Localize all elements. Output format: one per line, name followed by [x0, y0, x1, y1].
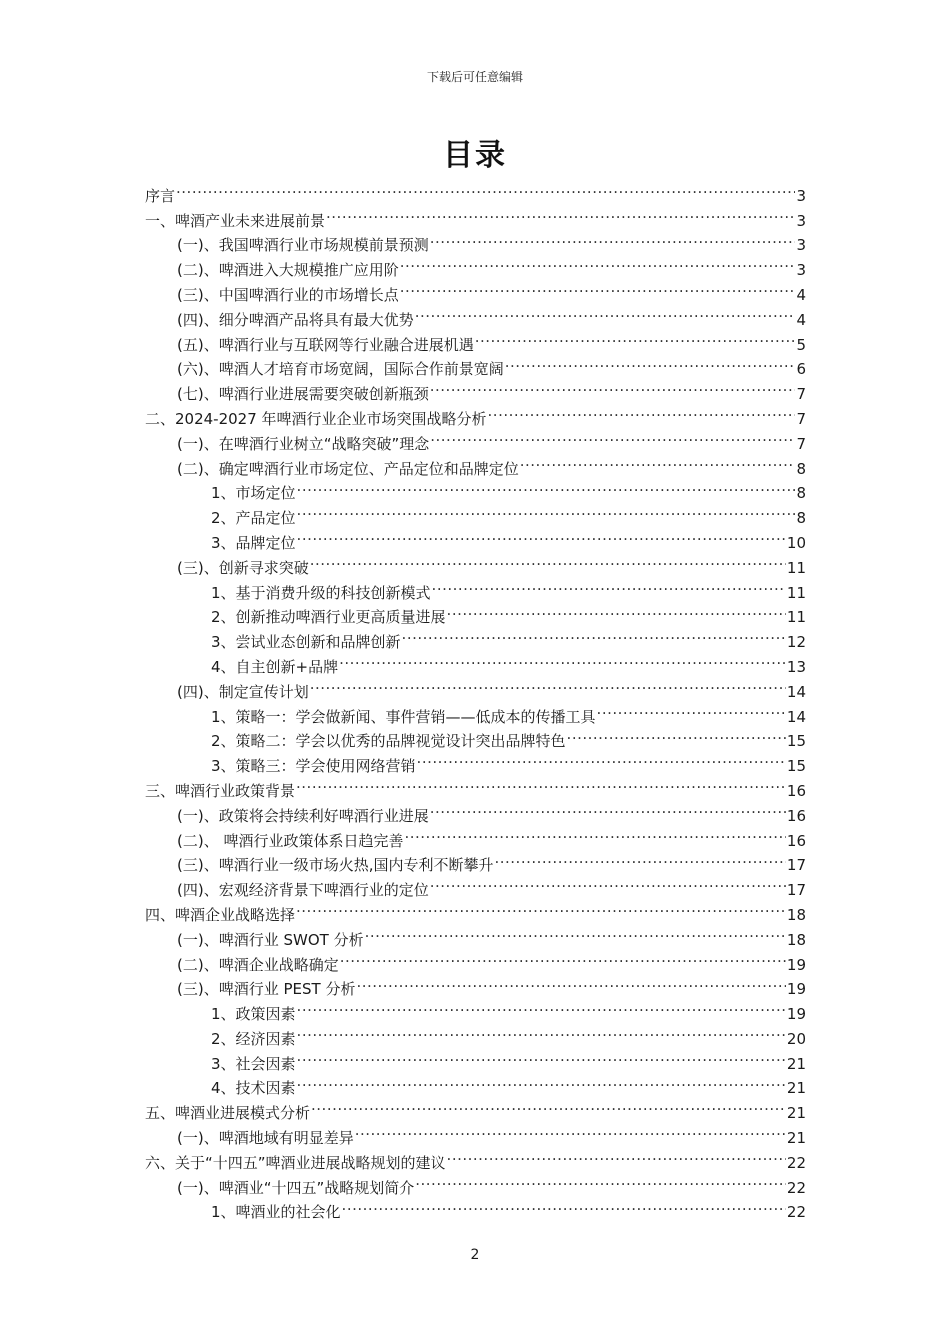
toc-entry-text: 2、策略二：学会以优秀的品牌视觉设计突出品牌特色 [211, 732, 566, 751]
toc-entry-page: 18 [786, 930, 806, 949]
toc-entry-text: (四)、细分啤酒产品将具有最大优势 [177, 310, 414, 329]
toc-entry-text: 3、策略三：学会使用网络营销 [211, 757, 416, 776]
toc-entry-text: (四)、制定宣传计划 [177, 682, 309, 701]
page-number: 2 [470, 1247, 480, 1263]
toc-dot-leader [415, 300, 796, 325]
toc-entry-page: 14 [786, 682, 806, 701]
toc-entry-text: (一)、在啤酒行业树立“战略突破”理念 [177, 434, 430, 453]
toc-entry-text: 1、基于消费升级的科技创新模式 [211, 583, 431, 602]
toc-dot-leader [447, 598, 786, 623]
toc-entry-text: 2、经济因素 [211, 1029, 296, 1048]
toc-dot-leader [297, 523, 786, 548]
toc-entry[interactable] [145, 176, 806, 205]
toc-entry-text: (一)、啤酒行业 SWOT 分析 [177, 930, 364, 949]
toc-dot-leader [520, 449, 796, 474]
toc-entry-text: (二)、啤酒进入大规模推广应用阶 [177, 261, 399, 280]
toc-entry-page: 7 [796, 385, 806, 404]
toc-dot-leader [488, 399, 796, 424]
toc-entry-page: 8 [796, 459, 806, 478]
toc-dot-leader [365, 920, 786, 945]
toc-entry-page: 8 [796, 509, 806, 528]
toc-entry-page: 17 [786, 856, 806, 875]
toc-entry-page: 22 [786, 1203, 806, 1222]
toc-entry-page: 3 [796, 211, 806, 230]
toc-entry-text: 一、啤酒产业未来进展前景 [145, 211, 326, 230]
toc-entry-text: (三)、创新寻求突破 [177, 558, 309, 577]
toc-dot-leader [297, 1069, 786, 1094]
toc-entry-text: (四)、宏观经济背景下啤酒行业的定位 [177, 881, 429, 900]
toc-entry-page: 17 [786, 881, 806, 900]
toc-dot-leader [326, 201, 795, 226]
toc-dot-leader [430, 374, 796, 399]
toc-entry-text: (五)、啤酒行业与互联网等行业融合进展机遇 [177, 335, 474, 354]
toc-entry-page: 7 [796, 409, 806, 428]
toc-entry-text: (七)、啤酒行业进展需要突破创新瓶颈 [177, 385, 429, 404]
toc-dot-leader [415, 1168, 786, 1193]
toc-entry-page: 22 [786, 1178, 806, 1197]
toc-entry-text: (三)、中国啤酒行业的市场增长点 [177, 285, 399, 304]
toc-entry-text: (二)、啤酒企业战略确定 [177, 955, 339, 974]
toc-entry-text: (一)、我国啤酒行业市场规模前景预测 [177, 236, 429, 255]
toc-entry-page: 7 [796, 434, 806, 453]
toc-dot-leader [310, 672, 786, 697]
toc-dot-leader [296, 895, 786, 920]
toc-entry-text: 1、市场定位 [211, 484, 296, 503]
header-note: 下载后可任意编辑 [426, 70, 523, 84]
toc-entry-text: (六)、啤酒人才培育市场宽阔，国际合作前景宽阔 [177, 360, 504, 379]
toc-entry-text: 六、关于“十四五”啤酒业进展战略规划的建议 [145, 1153, 446, 1172]
toc-dot-leader [297, 994, 786, 1019]
toc-dot-leader [404, 821, 785, 846]
toc-entry-page: 15 [786, 757, 806, 776]
toc-dot-leader [297, 498, 796, 523]
toc-dot-leader [339, 647, 786, 672]
toc-entry-page: 16 [786, 831, 806, 850]
toc-entry-text: 2、产品定位 [211, 509, 296, 528]
toc-dot-leader [430, 424, 795, 449]
toc-entry-page: 21 [786, 1054, 806, 1073]
toc-entry-text: 2、创新推动啤酒行业更高质量进展 [211, 608, 446, 627]
toc-entry-text: (一)、啤酒业“十四五”战略规划简介 [177, 1178, 415, 1197]
toc-dot-leader [402, 622, 786, 647]
toc-dot-leader [430, 226, 796, 251]
toc-entry-text: (三)、啤酒行业一级市场火热,国内专利不断攀升 [177, 856, 494, 875]
toc-entry-page: 8 [796, 484, 806, 503]
toc-entry-page: 16 [786, 781, 806, 800]
toc-entry-page: 19 [786, 980, 806, 999]
toc-dot-leader [355, 1118, 786, 1143]
toc-entry-text: 1、策略一：学会做新闻、事件营销——低成本的传播工具 [211, 707, 596, 726]
toc-entry-page: 19 [786, 1005, 806, 1024]
toc-entry-text: 1、啤酒业的社会化 [211, 1203, 341, 1222]
toc-dot-leader [430, 870, 786, 895]
toc-entry-text: 三、啤酒行业政策背景 [145, 781, 296, 800]
toc-dot-leader [505, 350, 796, 375]
toc-entry-page: 16 [786, 806, 806, 825]
toc-dot-leader [432, 573, 786, 598]
toc-entry-page: 11 [786, 583, 806, 602]
toc-entry-page: 20 [786, 1029, 806, 1048]
toc-entry-text: 4、自主创新+品牌 [211, 657, 339, 676]
toc-entry-text: 3、社会因素 [211, 1054, 296, 1073]
toc-entry-page: 21 [786, 1104, 806, 1123]
toc-entry-page: 14 [786, 707, 806, 726]
toc-entry-text: (三)、啤酒行业 PEST 分析 [177, 980, 356, 999]
toc-dot-leader [494, 846, 785, 871]
toc-entry-page: 4 [796, 310, 806, 329]
toc-entry-page: 12 [786, 633, 806, 652]
toc-entry-text: 3、尝试业态创新和品牌创新 [211, 633, 401, 652]
toc-entry-text: 二、2024-2027 年啤酒行业企业市场突围战略分析 [145, 409, 487, 428]
toc-dot-leader [417, 746, 786, 771]
toc-dot-leader [296, 771, 786, 796]
toc-entry-page: 22 [786, 1153, 806, 1172]
toc-entry-text: (二)、确定啤酒行业市场定位、产品定位和品牌定位 [177, 459, 519, 478]
toc-dot-leader [297, 1044, 786, 1069]
toc-entry-page: 5 [796, 335, 806, 354]
toc-entry-text: 四、啤酒企业战略选择 [145, 905, 296, 924]
toc-entry-page: 11 [786, 558, 806, 577]
toc-entry-page: 4 [796, 285, 806, 304]
toc-dot-leader [447, 1143, 786, 1168]
toc-entry-page: 3 [796, 186, 806, 205]
toc-dot-leader [597, 697, 786, 722]
toc-entry-text: (二)、 啤酒行业政策体系日趋完善 [177, 831, 404, 850]
toc-entry-page: 21 [786, 1129, 806, 1148]
toc-entry-page: 10 [786, 533, 806, 552]
toc-entry-page: 6 [796, 360, 806, 379]
toc-entry-text: 五、啤酒业进展模式分析 [145, 1104, 311, 1123]
toc-dot-leader [340, 945, 786, 970]
toc-dot-leader [356, 970, 785, 995]
toc-dot-leader [297, 1019, 786, 1044]
toc-entry-page: 13 [786, 657, 806, 676]
toc-entry-page: 21 [786, 1079, 806, 1098]
toc-entry-text: 3、品牌定位 [211, 533, 296, 552]
toc-entry-page: 3 [796, 236, 806, 255]
toc-entry-text: 1、政策因素 [211, 1005, 296, 1024]
page-title: 目录 [443, 138, 507, 173]
toc-dot-leader [176, 176, 795, 201]
toc-dot-leader [400, 250, 796, 275]
toc-entry-text: 4、技术因素 [211, 1079, 296, 1098]
toc-entry-text: (一)、啤酒地域有明显差异 [177, 1129, 354, 1148]
toc-dot-leader [297, 474, 796, 499]
toc-dot-leader [342, 1193, 786, 1218]
toc-dot-leader [430, 796, 786, 821]
toc-dot-leader [310, 548, 786, 573]
toc-entry-page: 11 [786, 608, 806, 627]
toc-entry-text: 序言 [145, 186, 176, 205]
toc-dot-leader [475, 325, 796, 350]
toc-entry-page: 3 [796, 261, 806, 280]
toc-dot-leader [567, 722, 786, 747]
toc-entry[interactable] [145, 201, 806, 230]
toc-entry-page: 15 [786, 732, 806, 751]
toc-dot-leader [400, 275, 796, 300]
table-of-contents [145, 176, 806, 1222]
toc-entry-page: 19 [786, 955, 806, 974]
toc-dot-leader [311, 1093, 786, 1118]
toc-entry-page: 18 [786, 905, 806, 924]
toc-entry-text: (一)、政策将会持续利好啤酒行业进展 [177, 806, 429, 825]
